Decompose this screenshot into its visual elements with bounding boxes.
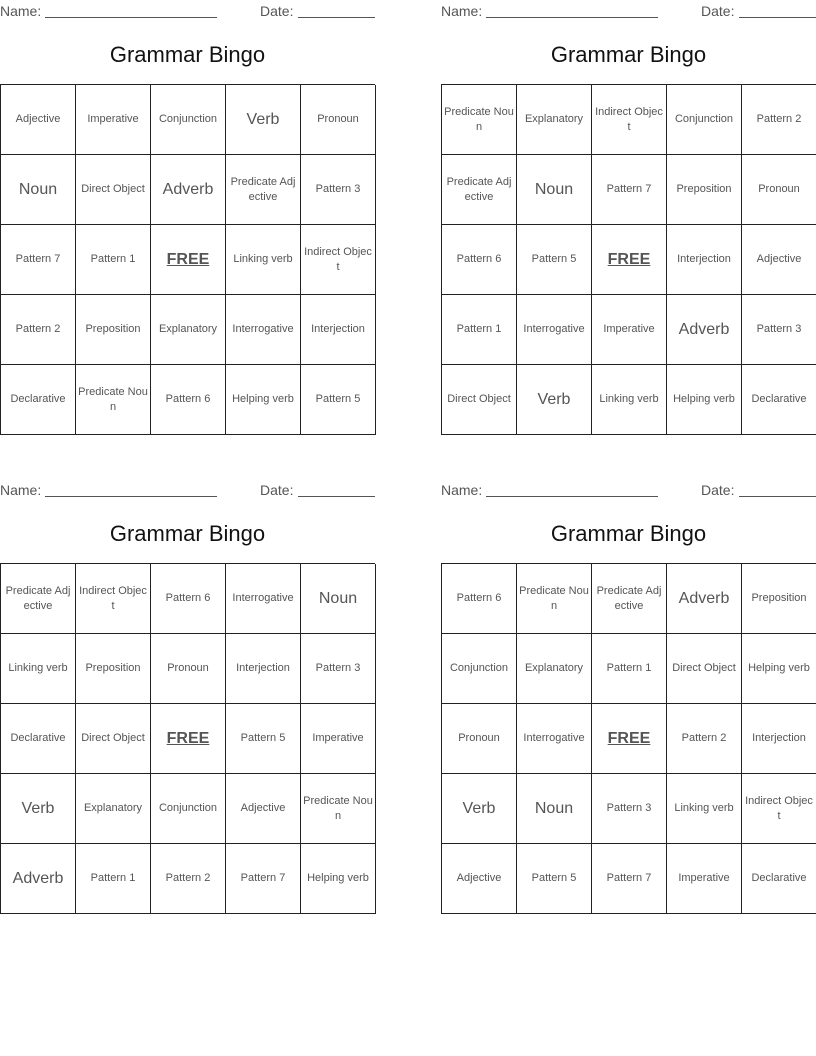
bingo-cell[interactable]: Pattern 6 [151,564,226,634]
bingo-card-4 [441,479,816,914]
name-field[interactable] [486,482,658,497]
bingo-card-1 [0,0,375,435]
card-header [441,0,816,22]
name-field[interactable] [45,3,217,18]
bingo-cell[interactable]: Adjective [742,225,816,295]
bingo-cell[interactable]: Verb [226,85,301,155]
free-space-cell[interactable]: FREE [151,225,226,295]
bingo-cell[interactable]: Pattern 6 [151,365,226,435]
bingo-cell[interactable]: Pronoun [742,155,816,225]
name-field[interactable] [486,3,658,18]
bingo-cell[interactable]: Pattern 2 [151,844,226,914]
free-space-cell[interactable]: FREE [592,225,667,295]
bingo-cell[interactable]: Imperative [76,85,151,155]
bingo-cell[interactable]: Explanatory [151,295,226,365]
bingo-cell[interactable]: Interrogative [226,295,301,365]
bingo-cell[interactable]: Pattern 1 [76,844,151,914]
bingo-cell[interactable]: Pattern 1 [76,225,151,295]
bingo-cell[interactable]: Verb [517,365,592,435]
bingo-cell[interactable]: Imperative [592,295,667,365]
bingo-cell[interactable]: Indirect Object [76,564,151,634]
bingo-cell[interactable]: Linking verb [592,365,667,435]
date-label: Date: [260,482,294,498]
bingo-cell[interactable]: Predicate Noun [442,85,517,155]
bingo-cell[interactable]: Pattern 1 [592,634,667,704]
bingo-cell[interactable]: Pattern 6 [442,564,517,634]
bingo-cell[interactable]: Pattern 1 [442,295,517,365]
bingo-cell[interactable]: Predicate Adjective [1,564,76,634]
card-title: Grammar Bingo [109,521,266,546]
bingo-cell[interactable]: Linking verb [667,774,742,844]
bingo-cell[interactable]: Predicate Noun [76,365,151,435]
bingo-cell[interactable]: Linking verb [1,634,76,704]
bingo-cell[interactable]: Adverb [667,564,742,634]
bingo-grid [0,84,375,435]
bingo-cell[interactable]: Helping verb [742,634,816,704]
bingo-cell[interactable]: Conjunction [151,85,226,155]
bingo-cell[interactable]: Declarative [1,704,76,774]
bingo-cell[interactable]: Pattern 2 [1,295,76,365]
date-label: Date: [701,482,735,498]
bingo-grid [441,84,816,435]
bingo-cell[interactable]: Helping verb [667,365,742,435]
bingo-cell[interactable]: Indirect Object [592,85,667,155]
bingo-cell[interactable]: Predicate Adjective [592,564,667,634]
bingo-cell[interactable]: Interjection [667,225,742,295]
bingo-cell[interactable]: Interrogative [517,704,592,774]
bingo-cell[interactable]: Pattern 5 [517,225,592,295]
bingo-cell[interactable]: Pattern 5 [301,365,376,435]
card-header [441,479,816,501]
bingo-grid [0,563,375,914]
free-space-cell[interactable]: FREE [151,704,226,774]
date-field[interactable] [739,3,816,18]
bingo-cell[interactable]: Noun [1,155,76,225]
card-title: Grammar Bingo [550,42,707,67]
bingo-cell[interactable]: Direct Object [442,365,517,435]
bingo-cell[interactable]: Pattern 7 [1,225,76,295]
bingo-cell[interactable]: Pattern 3 [742,295,816,365]
bingo-cell[interactable]: Adjective [442,844,517,914]
name-field[interactable] [45,482,217,497]
bingo-cell[interactable]: Pattern 6 [442,225,517,295]
date-field[interactable] [298,3,375,18]
bingo-cell[interactable]: Imperative [301,704,376,774]
bingo-cell[interactable]: Adverb [151,155,226,225]
bingo-cell[interactable]: Pattern 7 [592,844,667,914]
bingo-cell[interactable]: Pattern 2 [667,704,742,774]
bingo-cell[interactable]: Pronoun [301,85,376,155]
bingo-cell[interactable]: Pattern 5 [517,844,592,914]
bingo-cell[interactable]: Indirect Object [301,225,376,295]
bingo-cell[interactable]: Conjunction [442,634,517,704]
bingo-cell[interactable]: Pronoun [151,634,226,704]
bingo-cell[interactable]: Conjunction [151,774,226,844]
bingo-cell[interactable]: Pattern 7 [592,155,667,225]
bingo-cell[interactable]: Preposition [742,564,816,634]
card-header [0,0,375,22]
bingo-cell[interactable]: Preposition [76,634,151,704]
bingo-cell[interactable]: Imperative [667,844,742,914]
bingo-cell[interactable]: Pattern 7 [226,844,301,914]
bingo-cell[interactable]: Conjunction [667,85,742,155]
bingo-cell[interactable]: Declarative [1,365,76,435]
bingo-cell[interactable]: Indirect Object [742,774,816,844]
bingo-cell[interactable]: Pattern 2 [742,85,816,155]
bingo-card-3 [0,479,375,914]
name-label: Name: [0,482,42,498]
date-label: Date: [701,3,735,19]
bingo-cell[interactable]: Pattern 5 [226,704,301,774]
card-header [0,479,375,501]
bingo-cell[interactable]: Linking verb [226,225,301,295]
bingo-cell[interactable]: Pronoun [442,704,517,774]
bingo-cell[interactable]: Verb [442,774,517,844]
bingo-cell[interactable]: Interrogative [517,295,592,365]
bingo-cell[interactable]: Noun [301,564,376,634]
bingo-cell[interactable]: Interjection [742,704,816,774]
bingo-cell[interactable]: Interjection [226,634,301,704]
bingo-cell[interactable]: Pattern 3 [301,634,376,704]
bingo-cell[interactable]: Adjective [226,774,301,844]
bingo-cell[interactable]: Explanatory [517,85,592,155]
bingo-cell[interactable]: Adverb [667,295,742,365]
name-label: Name: [0,3,42,19]
card-title: Grammar Bingo [550,521,707,546]
bingo-cell[interactable]: Pattern 3 [301,155,376,225]
bingo-cell[interactable]: Explanatory [76,774,151,844]
bingo-cell[interactable]: Predicate Noun [301,774,376,844]
bingo-cell[interactable]: Preposition [667,155,742,225]
bingo-cell[interactable]: Explanatory [517,634,592,704]
date-field[interactable] [298,482,375,497]
date-label: Date: [260,3,294,19]
bingo-cell[interactable]: Pattern 3 [592,774,667,844]
bingo-cell[interactable]: Interjection [301,295,376,365]
bingo-cell[interactable]: Preposition [76,295,151,365]
bingo-cell[interactable]: Predicate Noun [517,564,592,634]
name-label: Name: [441,482,483,498]
bingo-cell[interactable]: Helping verb [226,365,301,435]
bingo-cell[interactable]: Noun [517,155,592,225]
bingo-cell[interactable]: Predicate Adjective [442,155,517,225]
bingo-cell[interactable]: Adjective [1,85,76,155]
bingo-cell[interactable]: Helping verb [301,844,376,914]
bingo-cell[interactable]: Predicate Adjective [226,155,301,225]
bingo-cell[interactable]: Direct Object [76,155,151,225]
bingo-cell[interactable]: Adverb [1,844,76,914]
bingo-cell[interactable]: Direct Object [667,634,742,704]
name-label: Name: [441,3,483,19]
bingo-card-2 [441,0,816,435]
bingo-cell[interactable]: Direct Object [76,704,151,774]
bingo-cell[interactable]: Noun [517,774,592,844]
bingo-cell[interactable]: Interrogative [226,564,301,634]
bingo-cell[interactable]: Declarative [742,844,816,914]
card-title: Grammar Bingo [109,42,266,67]
bingo-cell[interactable]: Verb [1,774,76,844]
bingo-grid [441,563,816,914]
date-field[interactable] [739,482,816,497]
free-space-cell[interactable]: FREE [592,704,667,774]
bingo-cell[interactable]: Declarative [742,365,816,435]
